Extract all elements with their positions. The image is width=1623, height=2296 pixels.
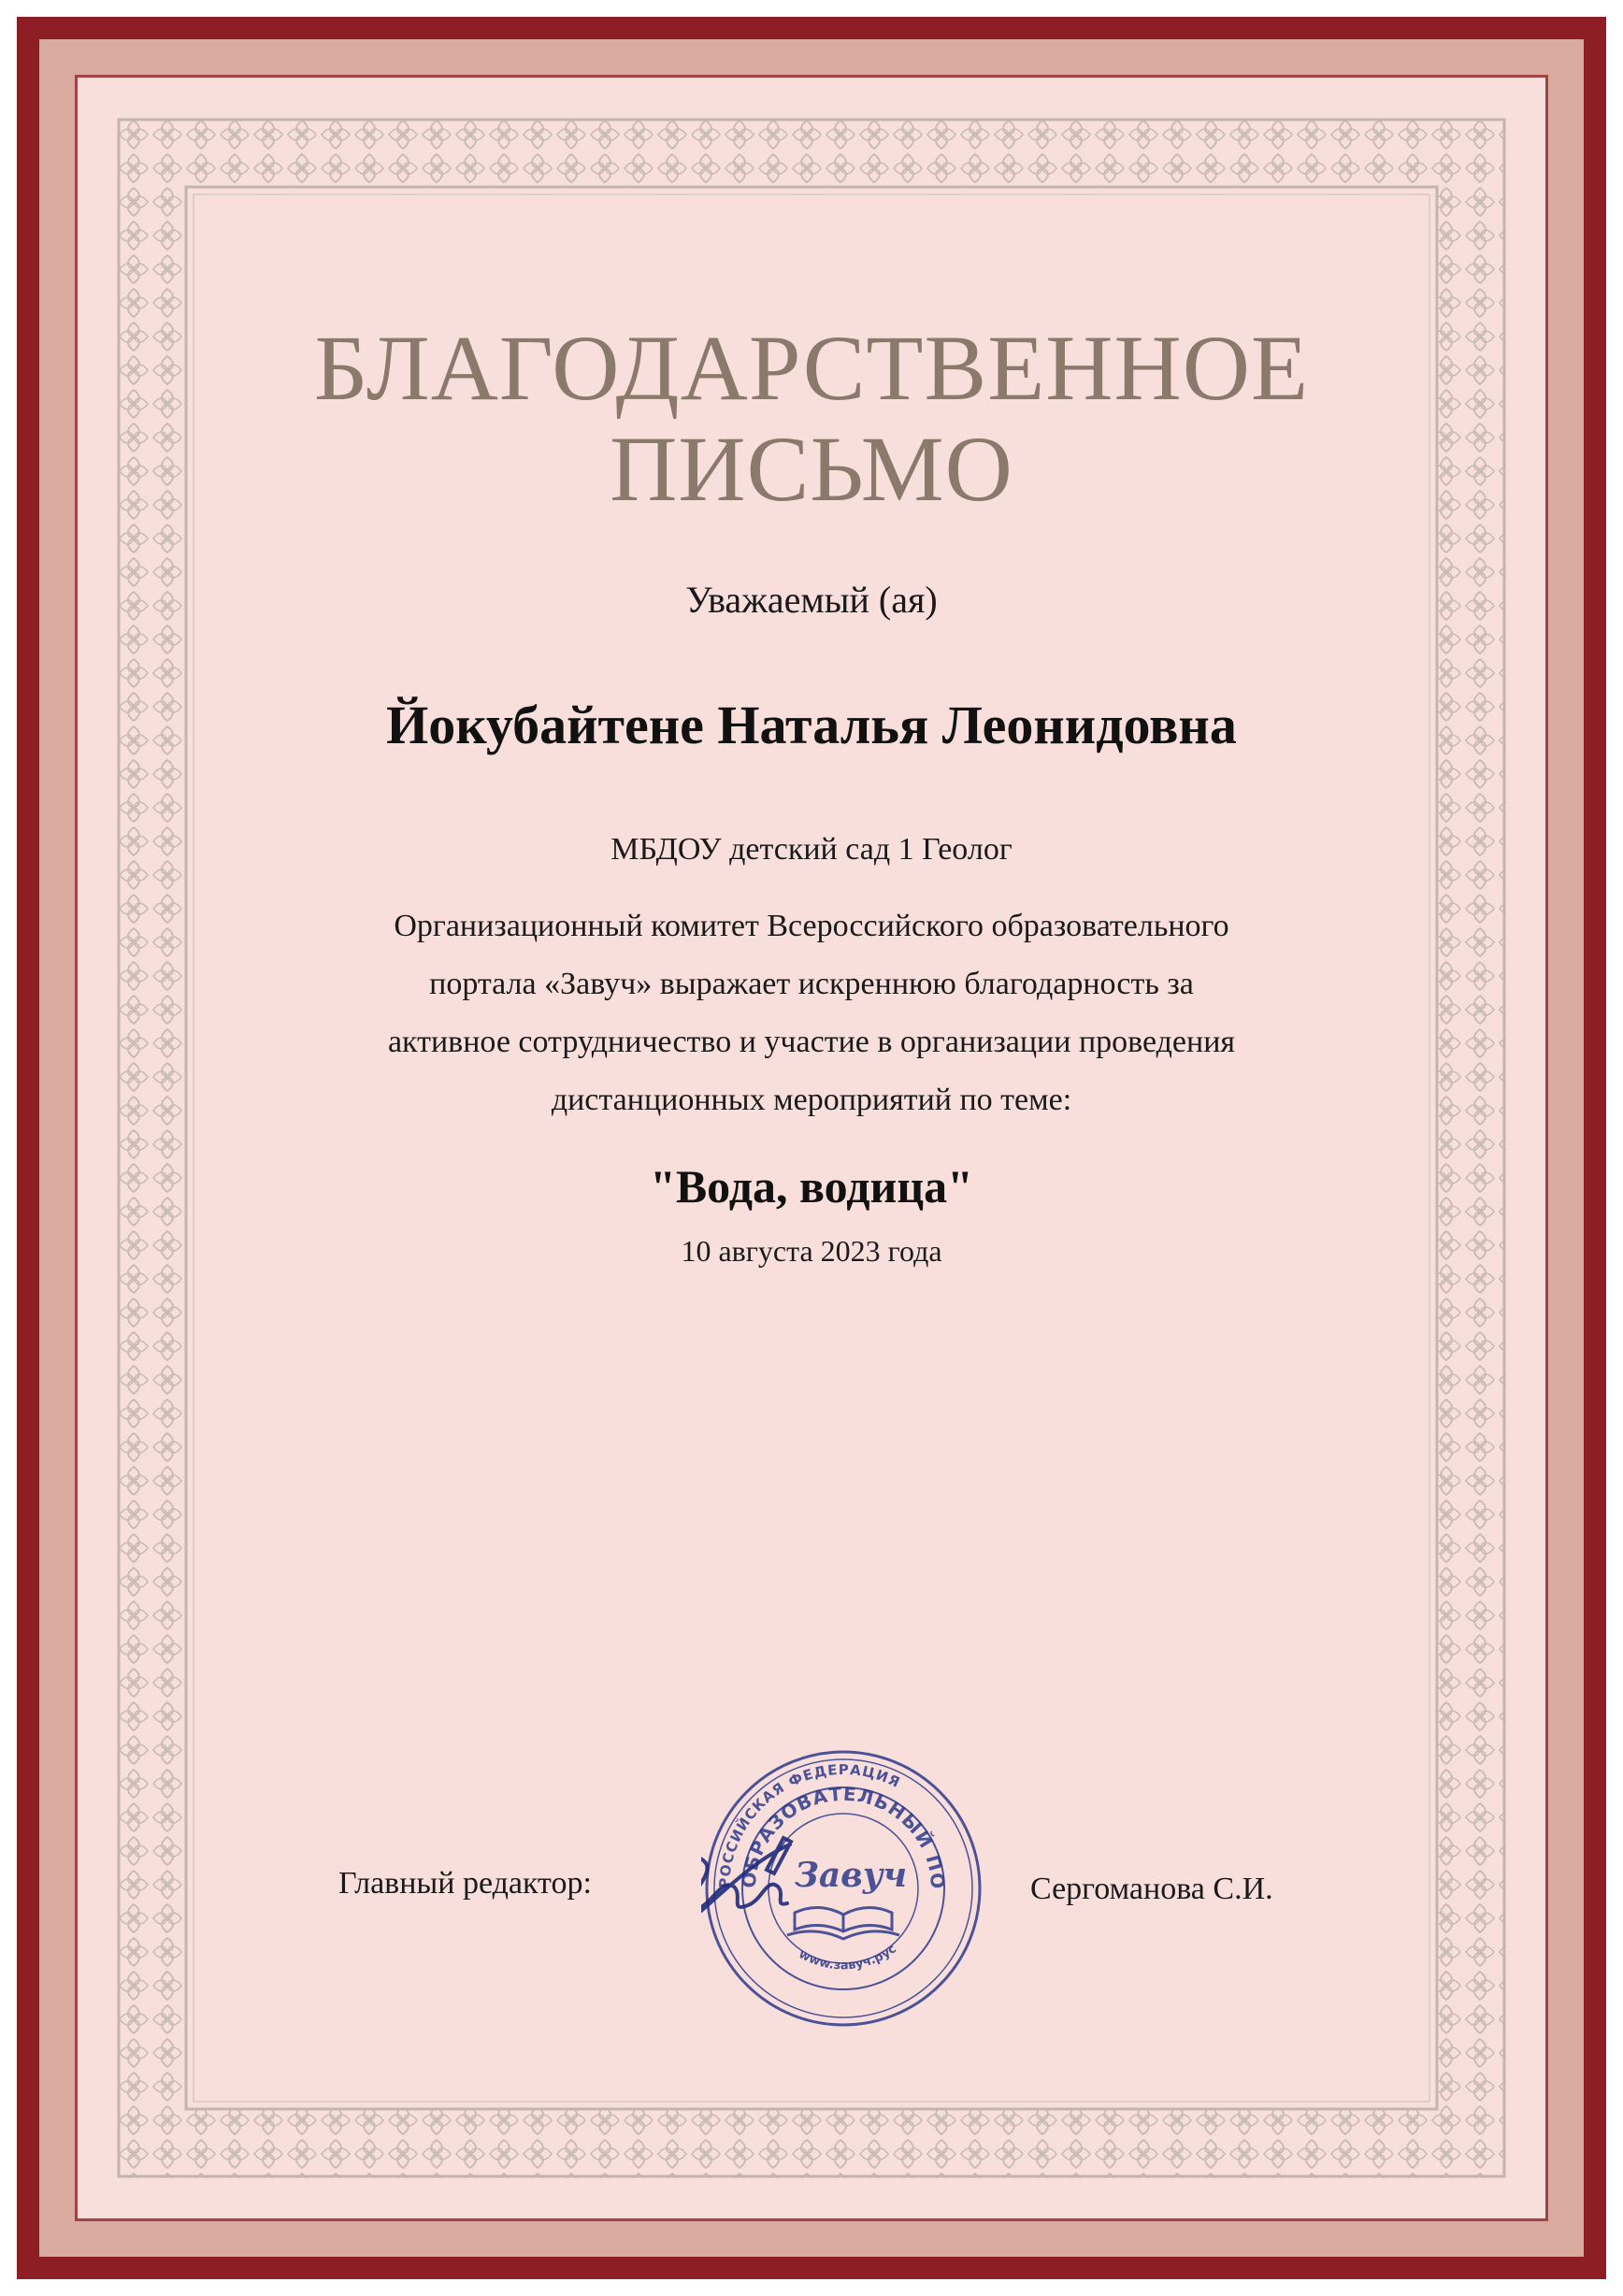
gratitude-text bbox=[243, 897, 1380, 1129]
stamp-outer-text: РОССИЙСКАЯ ФЕДЕРАЦИЯ bbox=[715, 1760, 904, 1889]
title-line-1: БЛАГОДАРСТВЕННОЕ bbox=[313, 316, 1310, 420]
certificate-content bbox=[187, 187, 1436, 2109]
recipient-organization: МБДОУ детский сад 1 Геолог bbox=[610, 832, 1013, 867]
title-line-2: ПИСЬМО bbox=[610, 417, 1013, 521]
stamp-inner-text: ОБРАЗОВАТЕЛЬНЫЙ ПО bbox=[737, 1782, 950, 1891]
gratitude-line: дистанционных мероприятий по теме: bbox=[551, 1083, 1072, 1117]
stamp-center-text: Завуч bbox=[794, 1856, 908, 1895]
official-stamp bbox=[701, 1746, 985, 2031]
svg-text:www.завуч.рус bbox=[797, 1942, 899, 1973]
stamp-site-text: www.завуч.рус bbox=[796, 1942, 899, 1973]
gratitude-line: Организационный комитет Всероссийского образовательного bbox=[394, 909, 1229, 943]
book-icon bbox=[787, 1907, 899, 1939]
gratitude-line: портала «Завуч» выражает искреннюю благодарность за bbox=[429, 967, 1194, 1001]
signer-role: Главный редактор: bbox=[338, 1866, 592, 1901]
gratitude-line: активное сотрудничество и участие в организации проведения bbox=[387, 1025, 1236, 1059]
signer-name: Сергоманова С.И. bbox=[1030, 1872, 1273, 1906]
certificate-title bbox=[187, 318, 1436, 520]
event-topic: "Вода, водица" bbox=[650, 1160, 973, 1213]
greeting: Уважаемый (ая) bbox=[685, 579, 938, 621]
recipient-name: Йокубайтене Наталья Леонидовна bbox=[386, 695, 1237, 755]
event-date: 10 августа 2023 года bbox=[681, 1234, 942, 1268]
